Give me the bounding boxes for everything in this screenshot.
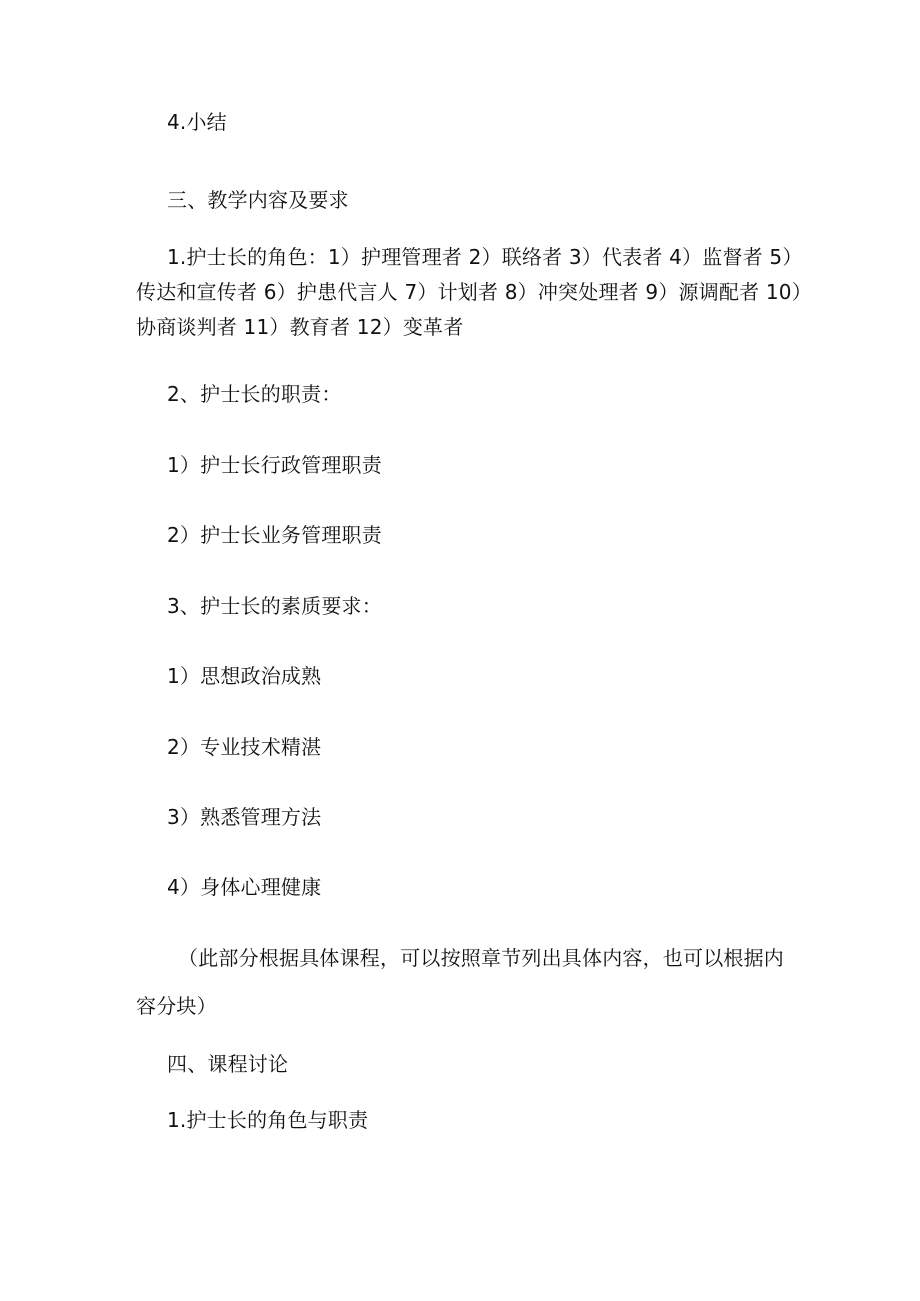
note-paragraph-line: （此部分根据具体课程，可以按照章节列出具体内容，也可以根据内 <box>178 946 784 970</box>
list-item: 3）熟悉管理方法 <box>167 805 322 829</box>
list-item: 1）思想政治成熟 <box>167 664 322 688</box>
subheading-duties: 2、护士长的职责： <box>167 382 342 406</box>
discussion-item: 1.护士长的角色与职责 <box>167 1108 369 1132</box>
list-item: 4）身体心理健康 <box>167 875 322 899</box>
section-heading-course-discussion: 四、课程讨论 <box>167 1052 289 1076</box>
paragraph-line: 1.护士长的角色：1）护理管理者 2）联络者 3）代表者 4）监督者 5） <box>167 245 803 269</box>
paragraph-line: 传达和宣传者 6）护患代言人 7）计划者 8）冲突处理者 9）源调配者 10） <box>136 280 812 304</box>
paragraph-line: 协商谈判者 11）教育者 12）变革者 <box>136 315 464 339</box>
section-heading-teaching-content: 三、教学内容及要求 <box>167 188 349 212</box>
subheading-quality-requirements: 3、护士长的素质要求： <box>167 594 382 618</box>
list-item: 2）护士长业务管理职责 <box>167 523 382 547</box>
list-item: 1）护士长行政管理职责 <box>167 453 382 477</box>
list-item: 2）专业技术精湛 <box>167 735 322 759</box>
section-item-summary: 4.小结 <box>167 110 227 134</box>
note-paragraph-line: 容分块） <box>136 994 217 1018</box>
